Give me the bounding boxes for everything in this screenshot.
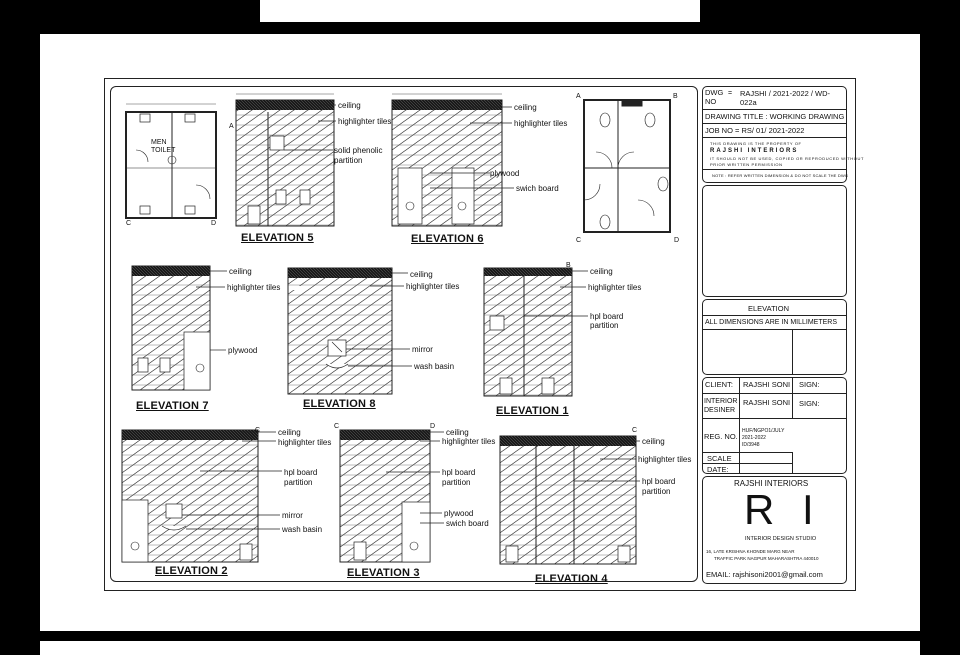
e7-highlighter-label: highlighter tiles bbox=[227, 283, 281, 292]
e6-swich-board-label: swich board bbox=[516, 184, 559, 193]
client-value: RAJSHI SONI bbox=[743, 380, 791, 389]
men-toilet-label-2: TOILET bbox=[151, 147, 176, 154]
studio-subtitle: INTERIOR DESIGN STUDIO bbox=[745, 536, 817, 542]
interior-label-2: DESINER bbox=[704, 407, 736, 414]
elevation-2-drawing bbox=[122, 430, 258, 562]
dimensions-note: ALL DIMENSIONS ARE IN MILLIMETERS bbox=[705, 319, 837, 326]
e5-highlighter-label: highlighter tiles bbox=[338, 117, 392, 126]
e1-hpl-label: hpl board bbox=[590, 312, 624, 321]
plan2-letter-c: C bbox=[576, 237, 582, 244]
elevation-1-drawing bbox=[484, 268, 572, 396]
elev5-letter-a: A bbox=[229, 123, 234, 130]
elevation-8-title: ELEVATION 8 bbox=[303, 398, 376, 410]
note-text: NOTE : REFER WRITTEN DIMENSION & DO NOT SCALE THE DWG bbox=[712, 173, 849, 178]
scale-label: SCALE bbox=[707, 454, 732, 463]
studio-name: RAJSHI INTERIORS bbox=[734, 479, 809, 488]
e4-hpl-label: hpl board bbox=[642, 477, 676, 486]
e2-hpl-label: hpl board bbox=[284, 468, 318, 477]
plan-letter-c: C bbox=[126, 220, 132, 227]
floor-plan-left bbox=[126, 104, 216, 218]
elev3-letter-c: C bbox=[334, 423, 340, 430]
reg-value-1: HUF/NGPO1/JULY bbox=[742, 428, 785, 434]
e3-hpl-label: hpl board bbox=[442, 468, 476, 477]
e3-plywood-label: plywood bbox=[444, 509, 474, 518]
client-sign: SIGN: bbox=[799, 380, 820, 389]
e5-phenolic-label: solid phenolic bbox=[334, 146, 383, 155]
e3-partition-label: partition bbox=[442, 478, 471, 487]
date-label: DATE: bbox=[707, 465, 729, 474]
elevation-2-title: ELEVATION 2 bbox=[155, 565, 228, 577]
e5-partition-label: partition bbox=[334, 156, 363, 165]
property-line-2: RAJSHI INTERIORS bbox=[710, 148, 799, 154]
elev2-letter-c: C bbox=[255, 427, 261, 434]
interior-sign: SIGN: bbox=[799, 399, 820, 408]
elev4-letter-c: C bbox=[632, 427, 638, 434]
e3-ceiling-label: ceiling bbox=[446, 428, 469, 437]
interior-value: RAJSHI SONI bbox=[743, 398, 791, 407]
studio-logo: R I bbox=[744, 486, 822, 533]
e5-ceiling-label: ceiling bbox=[338, 101, 361, 110]
e2-highlighter-label: highlighter tiles bbox=[278, 438, 332, 447]
e8-mirror-label: mirror bbox=[412, 345, 433, 354]
drawing-title: DRAWING TITLE : WORKING DRAWING bbox=[705, 112, 845, 121]
elevation-label: ELEVATION bbox=[748, 304, 789, 313]
address-line-1: 16, LATE KRISHNA KHONDE MARG NEAR bbox=[706, 549, 795, 554]
elevation-6-title: ELEVATION 6 bbox=[411, 233, 484, 245]
interior-label-1: INTERIOR bbox=[704, 398, 738, 405]
e1-ceiling-label: ceiling bbox=[590, 267, 613, 276]
elevation-4-title: ELEVATION 4 bbox=[535, 573, 608, 585]
elevation-7-title: ELEVATION 7 bbox=[136, 400, 209, 412]
e8-ceiling-label: ceiling bbox=[410, 270, 433, 279]
e1-partition-label: partition bbox=[590, 321, 619, 330]
client-label: CLIENT: bbox=[705, 380, 733, 389]
e6-ceiling-label: ceiling bbox=[514, 103, 537, 112]
e7-ceiling-label: ceiling bbox=[229, 267, 252, 276]
elevation-4-drawing bbox=[500, 436, 636, 564]
e2-partition-label: partition bbox=[284, 478, 313, 487]
plan-letter-d: D bbox=[211, 220, 217, 227]
e2-wash-basin-label: wash basin bbox=[282, 525, 323, 534]
dwg-no-value: RAJSHI / 2021-2022 / WD-022a bbox=[740, 89, 831, 107]
e2-ceiling-label: ceiling bbox=[278, 428, 301, 437]
elevation-5-drawing bbox=[236, 94, 334, 226]
job-no: JOB NO = RS/ 01/ 2021-2022 bbox=[705, 126, 805, 135]
elev3-letter-d: D bbox=[430, 423, 436, 430]
reg-value-2: 2021-2022 bbox=[742, 435, 766, 441]
e8-wash-basin-label: wash basin bbox=[414, 362, 455, 371]
elevation-3-drawing bbox=[340, 430, 430, 562]
plan2-letter-b: B bbox=[673, 93, 678, 100]
elev1-letter-b: B bbox=[566, 262, 571, 269]
address-line-2: TRAFFIC PARK NAGPUR MAHARASHTRA 440010 bbox=[714, 556, 819, 561]
reg-value-3: ID/3948 bbox=[742, 442, 760, 448]
plan2-letter-a: A bbox=[576, 93, 581, 100]
property-line-3: IT SHOULD NOT BE USED, COPIED OR REPRODUCED WITHOUT bbox=[710, 156, 865, 161]
e6-plywood-label: plywood bbox=[490, 169, 520, 178]
property-line-1: THIS DRAWING IS THE PROPERTY OF bbox=[710, 141, 802, 146]
email-address: EMAIL: rajshisoni2001@gmail.com bbox=[706, 570, 823, 579]
e6-highlighter-label: highlighter tiles bbox=[514, 119, 568, 128]
reg-label: REG. NO. bbox=[704, 432, 738, 441]
elevation-7-drawing bbox=[132, 266, 210, 390]
plan2-letter-d: D bbox=[674, 237, 680, 244]
blank-panel bbox=[702, 185, 847, 297]
e3-highlighter-label: highlighter tiles bbox=[442, 437, 496, 446]
e4-ceiling-label: ceiling bbox=[642, 437, 665, 446]
dwg-no-label: DWG NO bbox=[705, 88, 724, 106]
elevation-6-drawing bbox=[392, 94, 502, 226]
elevation-8-drawing bbox=[288, 268, 392, 394]
e4-partition-label: partition bbox=[642, 487, 671, 496]
e8-highlighter-label: highlighter tiles bbox=[406, 282, 460, 291]
floor-plan-right bbox=[584, 100, 670, 232]
e2-mirror-label: mirror bbox=[282, 511, 303, 520]
elevation-1-title: ELEVATION 1 bbox=[496, 405, 569, 417]
e4-highlighter-label: highlighter tiles bbox=[638, 455, 692, 464]
elevation-5-title: ELEVATION 5 bbox=[241, 232, 314, 244]
e7-plywood-label: plywood bbox=[228, 346, 258, 355]
e1-highlighter-label: highlighter tiles bbox=[588, 283, 642, 292]
property-line-4: PRIOR WRITTEN PERMISSION bbox=[710, 162, 783, 167]
elevation-3-title: ELEVATION 3 bbox=[347, 567, 420, 579]
e3-swich-board-label: swich board bbox=[446, 519, 489, 528]
men-toilet-label-1: MEN bbox=[151, 139, 167, 146]
